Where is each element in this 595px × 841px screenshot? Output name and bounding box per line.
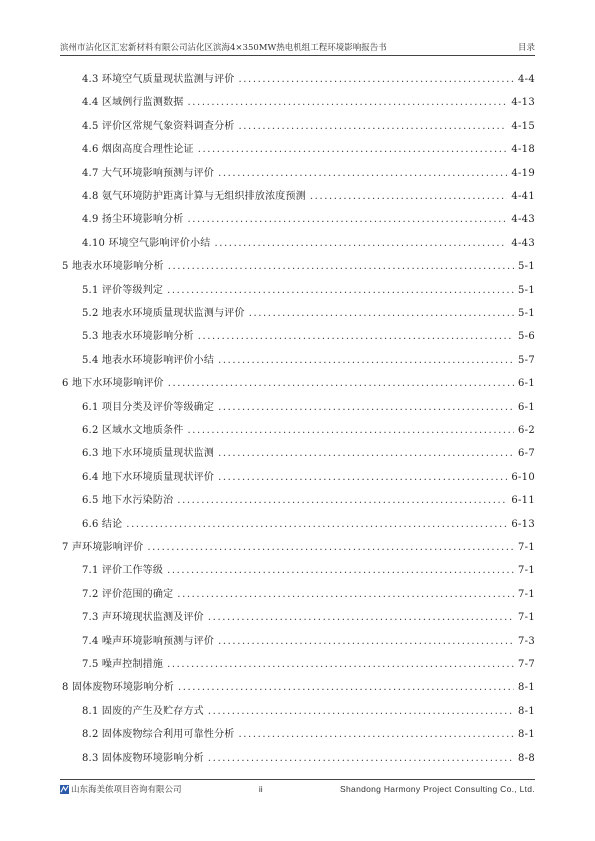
toc-entry-title: 8 固体废物环境影响分析 — [62, 682, 174, 694]
toc-entry-title: 5 地表水环境影响分析 — [62, 261, 164, 273]
toc-dot-leader — [177, 495, 507, 506]
toc-entry-page: 6-11 — [511, 495, 535, 507]
toc-dot-leader — [167, 565, 514, 576]
toc-entry-page: 4-43 — [511, 214, 535, 226]
company-logo-icon — [60, 785, 69, 794]
toc-dot-leader — [178, 682, 514, 693]
footer-page-number: ii — [258, 784, 263, 794]
toc-section-entry[interactable] — [60, 140, 535, 160]
toc-entry-page: 6-13 — [511, 518, 535, 530]
toc-entry-title: 4.8 氨气环境防护距离计算与无组织排放浓度预测 — [82, 191, 306, 202]
toc-entry-title: 6.4 地下水环境质量现状评价 — [82, 471, 215, 483]
toc-entry-page: 4-4 — [517, 74, 535, 85]
toc-section-entry[interactable] — [60, 327, 535, 347]
toc-dot-leader — [177, 589, 514, 600]
toc-dot-leader — [187, 214, 507, 225]
toc-section-entry[interactable] — [60, 351, 535, 371]
toc-entry-page: 7-7 — [517, 659, 535, 670]
toc-entry-title: 4.10 环境空气影响评价小结 — [82, 237, 211, 249]
toc-entry-page: 4-43 — [511, 237, 535, 249]
toc-section-entry[interactable] — [60, 725, 535, 745]
toc-entry-title: 7.4 噪声环境影响预测与评价 — [82, 635, 215, 647]
footer-company — [60, 783, 182, 795]
toc-dot-leader — [208, 612, 514, 623]
toc-entry-page: 4-13 — [511, 97, 535, 109]
footer-divider — [60, 779, 535, 780]
toc-dot-leader — [187, 97, 507, 108]
toc-chapter-entry[interactable] — [60, 374, 535, 394]
toc-entry-title: 7.5 噪声控制措施 — [82, 659, 164, 670]
toc-entry-page: 5-6 — [517, 331, 535, 343]
toc-dot-leader — [126, 519, 507, 530]
toc-entry-title: 8.1 固废的产生及贮存方式 — [82, 705, 204, 717]
toc-entry-title: 7.2 评价范围的确定 — [82, 588, 174, 600]
toc-entry-page: 5-1 — [517, 308, 535, 319]
header-divider — [60, 55, 535, 56]
toc-dot-leader — [147, 542, 514, 553]
toc-entry-title: 7.3 声环境现状监测及评价 — [82, 612, 204, 624]
toc-section-entry[interactable] — [60, 585, 535, 605]
toc-entry-page: 4-15 — [511, 120, 535, 132]
toc-entry-title: 4.7 大气环境影响预测与评价 — [82, 167, 215, 179]
toc-entry-title: 6.6 结论 — [82, 518, 123, 530]
toc-entry-page: 5-7 — [517, 354, 535, 366]
toc-section-entry[interactable] — [60, 515, 535, 535]
toc-entry-title: 7.1 评价工作等级 — [82, 565, 164, 577]
toc-entry-page: 8-8 — [517, 752, 535, 764]
toc-entry-page: 8-1 — [517, 682, 535, 694]
toc-section-entry[interactable] — [60, 93, 535, 113]
toc-section-entry[interactable] — [60, 210, 535, 230]
toc-entry-page: 4-41 — [511, 191, 535, 202]
toc-entry-title: 6.1 项目分类及评价等级确定 — [82, 401, 215, 413]
page-footer — [60, 782, 535, 796]
toc-section-entry[interactable] — [60, 702, 535, 722]
toc-dot-leader — [168, 378, 514, 389]
toc-entry-title: 4.4 区域例行监测数据 — [82, 97, 184, 109]
toc-entry-page: 6-1 — [517, 378, 535, 390]
toc-entry-page: 7-1 — [517, 565, 535, 577]
toc-dot-leader — [218, 448, 514, 459]
toc-dot-leader — [214, 238, 507, 249]
toc-dot-leader — [218, 402, 514, 413]
toc-dot-leader — [208, 753, 514, 764]
header-title: 滨州市沾化区汇宏新材料有限公司沾化区滨海4×350MW热电机组工程环境影响报告书 — [60, 43, 387, 53]
toc-entry-title: 5.4 地表水环境影响评价小结 — [82, 354, 215, 366]
page-header — [60, 40, 535, 54]
toc-section-entry[interactable] — [60, 187, 535, 207]
toc-dot-leader — [249, 308, 514, 319]
toc-chapter-entry[interactable] — [60, 538, 535, 558]
footer-company-cn: 山东海美侬项目咨询有限公司 — [71, 785, 182, 795]
toc-entry-title: 8.3 固体废物环境影响分析 — [82, 752, 204, 764]
toc-dot-leader — [198, 331, 514, 342]
header-section: 目录 — [517, 43, 535, 53]
toc-dot-leader — [198, 144, 508, 155]
toc-entry-title: 5.1 评价等级判定 — [82, 284, 164, 296]
toc-entry-page: 7-1 — [517, 612, 535, 624]
toc-section-entry[interactable] — [60, 117, 535, 137]
toc-chapter-entry[interactable] — [60, 257, 535, 277]
toc-entry-page: 4-18 — [511, 144, 535, 156]
toc-section-entry[interactable] — [60, 468, 535, 488]
toc-dot-leader — [218, 168, 507, 179]
toc-section-entry[interactable] — [60, 421, 535, 441]
toc-entry-page: 5-1 — [517, 261, 535, 273]
toc-entry-title: 4.9 扬尘环境影响分析 — [82, 214, 184, 226]
toc-dot-leader — [218, 472, 507, 483]
toc-section-entry[interactable] — [60, 608, 535, 628]
toc-dot-leader — [167, 285, 514, 296]
toc-section-entry[interactable] — [60, 632, 535, 652]
toc-dot-leader — [238, 729, 514, 740]
toc-section-entry[interactable] — [60, 655, 535, 675]
toc-entry-page: 6-1 — [517, 401, 535, 413]
toc-chapter-entry[interactable] — [60, 678, 535, 698]
toc-entry-title: 6.3 地下水环境质量现状监测 — [82, 448, 215, 460]
toc-entry-title: 7 声环境影响评价 — [62, 542, 144, 553]
toc-entry-page: 5-1 — [517, 284, 535, 296]
toc-entry-title: 5.3 地表水环境影响分析 — [82, 331, 194, 343]
toc-entry-title: 6 地下水环境影响评价 — [62, 378, 164, 390]
toc-entry-page: 6-7 — [517, 448, 535, 460]
toc-entry-title: 4.6 烟囱高度合理性论证 — [82, 144, 194, 156]
toc-dot-leader — [208, 706, 514, 717]
toc-entry-title: 4.3 环境空气质量现状监测与评价 — [82, 74, 235, 85]
toc-dot-leader — [218, 636, 514, 647]
toc-entry-page: 7-1 — [517, 588, 535, 600]
toc-section-entry[interactable] — [60, 491, 535, 511]
footer-company-en: Shandong Harmony Project Consulting Co., Ltd. — [340, 784, 535, 794]
toc-entry-page: 6-2 — [517, 425, 535, 436]
toc-dot-leader — [167, 659, 514, 670]
toc-dot-leader — [187, 425, 514, 436]
toc-entry-title: 8.2 固体废物综合利用可靠性分析 — [82, 729, 235, 741]
toc-section-entry[interactable] — [60, 281, 535, 301]
toc-dot-leader — [218, 355, 514, 366]
toc-dot-leader — [238, 74, 514, 85]
toc-dot-leader — [168, 261, 514, 272]
toc-entry-title: 6.2 区域水文地质条件 — [82, 425, 184, 436]
toc-dot-leader — [310, 191, 507, 202]
toc-entry-page: 8-1 — [517, 705, 535, 717]
toc-section-entry[interactable] — [60, 398, 535, 418]
toc-section-entry[interactable] — [60, 234, 535, 254]
toc-entry-title: 4.5 评价区常规气象资料调查分析 — [82, 120, 235, 132]
toc-dot-leader — [238, 121, 507, 132]
toc-section-entry[interactable] — [60, 164, 535, 184]
toc-section-entry[interactable] — [60, 749, 535, 769]
toc-section-entry[interactable] — [60, 444, 535, 464]
toc-entry-page: 8-1 — [517, 729, 535, 741]
toc-entry-page: 7-3 — [517, 635, 535, 647]
toc-section-entry[interactable] — [60, 304, 535, 324]
toc-section-entry[interactable] — [60, 70, 535, 90]
toc-entry-page: 6-10 — [511, 471, 535, 483]
toc-entry-title: 6.5 地下水污染防治 — [82, 495, 174, 507]
toc-entry-page: 7-1 — [517, 542, 535, 553]
toc-entry-title: 5.2 地表水环境质量现状监测与评价 — [82, 308, 245, 319]
toc-entry-page: 4-19 — [511, 167, 535, 179]
toc-section-entry[interactable] — [60, 561, 535, 581]
